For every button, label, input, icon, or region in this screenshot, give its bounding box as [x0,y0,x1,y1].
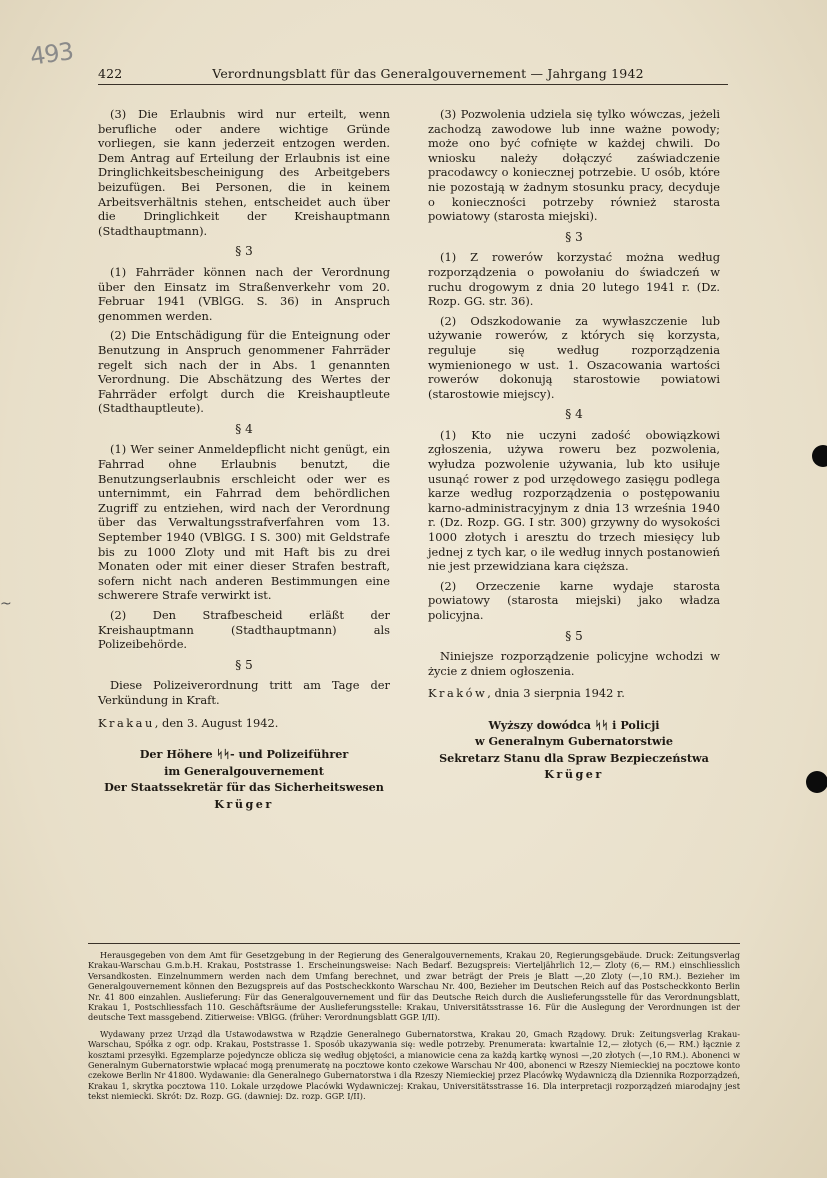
paragraph: (1) Wer seiner Anmeldepflicht nicht genügt, ein Fahrrad ohne Erlaubnis benutzt, die Benutzungserlaubnis erschleicht oder wer es unternimmt, ein Fahrrad dem behördlichen Zugriff zu entziehen, wird nach der Verordnung über das Verwaltungsstrafverfahren vom 13. September 1940 (VBlGG. I S. 300) mit Geldstrafe bis zu 1000 Zloty und mit Haft bis zu drei Monaten oder mit einer dieser Strafen bestraft, sofern nicht nach anderen Bestimmungen eine schwerere Strafe verwirkt ist. [98,442,390,603]
page-title: Verordnungsblatt für das Generalgouvernement — Jahrgang 1942 [212,66,644,81]
paragraph: (1) Fahrräder können nach der Verordnung über den Einsatz im Straßenverkehr vom 20. Februar 1941 (VBlGG. S. 36) in Anspruch genommen werden. [98,264,390,323]
polish-column [428,107,720,784]
section-heading: § 5 [235,657,253,672]
punch-hole [806,771,827,793]
signature-line: Der Höhere ᛋᛋ- und Polizeiführer [139,747,349,762]
german-column [98,107,390,813]
signature-line: w Generalnym Gubernatorstwie [474,734,674,749]
section-heading: § 3 [565,229,583,244]
paragraph: (2) Orzeczenie karne wydaje starosta powiatowy (starosta miejski) jako władza policyjna. [428,578,720,622]
paragraph: (3) Pozwolenia udziela się tylko wówczas, jeżeli zachodzą zawodowe lub inne ważne powody; może ono być cofnięte w każdej chwili. Do wniosku należy dołączyć zaświadczenie pracodawcy o koniecznej potrzebie. U osób, które nie pozostają w żadnym stosunku pracy, decyduje o konieczności potrzeby również starosta powiatowy (starosta miejski). [428,107,720,224]
paragraph: Diese Polizeiverordnung tritt am Tage der Verkündung in Kraft. [98,678,390,707]
paragraph: Niniejsze rozporządzenie policyjne wchodzi w życie z dniem ogłoszenia. [428,649,720,678]
imprint-german: Herausgegeben von dem Amt für Gesetzgebung in der Regierung des Generalgouvernements, Krakau 20, Regierungsgebäude. Druck: Zeitungsverlag Krakau-Warschau G.m.b.H. Krakau, Poststrasse 1. Erscheinungsweise: Nach Bedarf. Bezugspreis: Vierteljährlich 12,— Zloty (6,— RM.) einschliesslich Versandkosten. Einzelnummern werden nach dem Umfang berechnet, und zwar beträgt der Preis je Blatt —,20 Zloty (—,10 RM.). Bezieher im Generalgouvernement können den Bezugspreis auf das Postscheckkonto Warschau Nr. 400, Bezieher im Deutschen Reich auf das Postscheckkonto Berlin Nr. 41 800 einzahlen. Auslieferung: Für das Generalgouvernement und für das Deutsche Reich durch die Auslieferungsstelle für das Verordnungsblatt, Krakau 1, Postschliessfach 110. Geschäftsräume der Auslieferungsstelle: Krakau, Universitätsstrasse 16. Für die Auslegung der Verordnungen ist der deutsche Text massgebend. Zitierweise: VBlGG. (früher: Verordnungsblatt GGP. I/II). [88,950,740,1023]
signature-name: Krüger [544,767,604,782]
date-text: , dnia 3 sierpnia 1942 r. [487,686,625,701]
paragraph: (1) Kto nie uczyni zadość obowiązkowi zgłoszenia, używa roweru bez pozwolenia, wyłudza pozwolenie używania, lub kto usiłuje usunąć rower z pod urzędowego zasięgu podlega karze według rozporządzenia o postępowaniu karno-administracyjnym z dnia 13 września 1940 r. (Dz. Rozp. GG. I str. 300) grzywny do wysokości 1000 złotych i aresztu do trzech miesięcy lub jednej z tych kar, o ile według innych postanowień nie jest przewidziana kara cięższa. [428,427,720,574]
signature-line: im Generalgouvernement [164,763,324,778]
section-heading: § 4 [565,407,583,422]
section-heading: § 3 [235,244,253,259]
signature-name: Krüger [214,796,274,811]
pencil-page-mark: 493 [28,37,75,71]
signature-line: Sekretarz Stanu dla Spraw Bezpieczeństwa [439,750,709,765]
page-number: 422 [98,66,123,81]
date-place: Krakau [98,715,155,730]
signature-line: Der Staatssekretär für das Sicherheitswesen [104,780,384,795]
imprint-polish: Wydawany przez Urząd dla Ustawodawstwa w Rządzie Generalnego Gubernatorstwa, Krakau 20, Gmach Rządowy. Druk: Zeitungsverlag Krakau-Warschau, Spółka z ogr. odp. Krakau, Poststrasse 1. Sposób ukazywania się: wedle potrzeby. Prenumerata: kwartalnie 12,— złotych (6,— RM.) łącznie z kosztami przesyłki. Egzemplarze pojedyncze oblicza się według objętości, a mianowicie cena za każdą kartkę wynosi —,20 złotych (—,10 RM.). Abonenci w Generalnym Gubernatorstwie wpłacać mogą prenumeratę na pocztowe konto czekowe Warschau Nr 400, abonenci w Rzeszy Niemieckiej na pocztowe konto czekowe Berlin Nr 41800. Wydawanie: dla Generalnego Gubernatorstwa i dla Rzeszy Niemieckiej przez Placówkę Wydawniczą dla Dziennika Rozporządzeń, Krakau 1, skrytka pocztowa 110. Lokale urzędowe Placówki Wydawniczej: Krakau, Universitätsstrasse 16. Dla interpretacji rozporządzeń miarodajny jest tekst niemiecki. Skrót: Dz. Rozp. GG. (dawniej: Dz. rozp. GGP. I/II). [88,1028,740,1102]
paragraph: (3) Die Erlaubnis wird nur erteilt, wenn berufliche oder andere wichtige Gründe vorliegen, sie kann jederzeit entzogen werden. Dem Antrag auf Erteilung der Erlaubnis ist eine Dringlichkeitsbescheinigung des Arbeitgebers beizufügen. Bei Personen, die in keinem Arbeitsverhältnis stehen, entscheidet auch über die Dringlichkeit der Kreishauptmann (Stadthauptmann). [98,107,390,238]
imprint-footer [88,943,740,1108]
section-heading: § 4 [235,421,253,436]
date-line [428,686,720,701]
paragraph: (2) Odszkodowanie za wywłaszczenie lub używanie rowerów, z których się korzysta, reguluje się według rozporządzenia wymienionego w ust. 1. Oszacowania wartości rowerów dokonują starostowie powiatowi (starostowie miejscy). [428,313,720,401]
page-header [98,66,728,85]
section-heading: § 5 [565,628,583,643]
date-place: Kraków [428,686,488,701]
signature-line: Wyższy dowódca ᛋᛋ i Policji [488,717,660,732]
date-line [98,716,390,731]
paragraph: (2) Den Strafbescheid erläßt der Kreishauptmann (Stadthauptmann) als Polizeibehörde. [98,608,390,652]
punch-hole [812,445,827,467]
paragraph: (2) Die Entschädigung für die Enteignung oder Benutzung in Anspruch genommener Fahrräder regelt sich nach der in Abs. 1 genannten Verordnung. Die Abschätzung des Wertes der Fahrräder erfolgt durch die Kreishauptleute (Stadthauptleute). [98,328,390,416]
margin-mark: ~ [0,596,12,612]
paragraph: (1) Z rowerów korzystać można według rozporządzenia o powołaniu do świadczeń w ruchu drogowym z dnia 20 lutego 1941 r. (Dz. Rozp. GG. str. 36). [428,250,720,309]
date-text: , den 3. August 1942. [154,715,279,730]
